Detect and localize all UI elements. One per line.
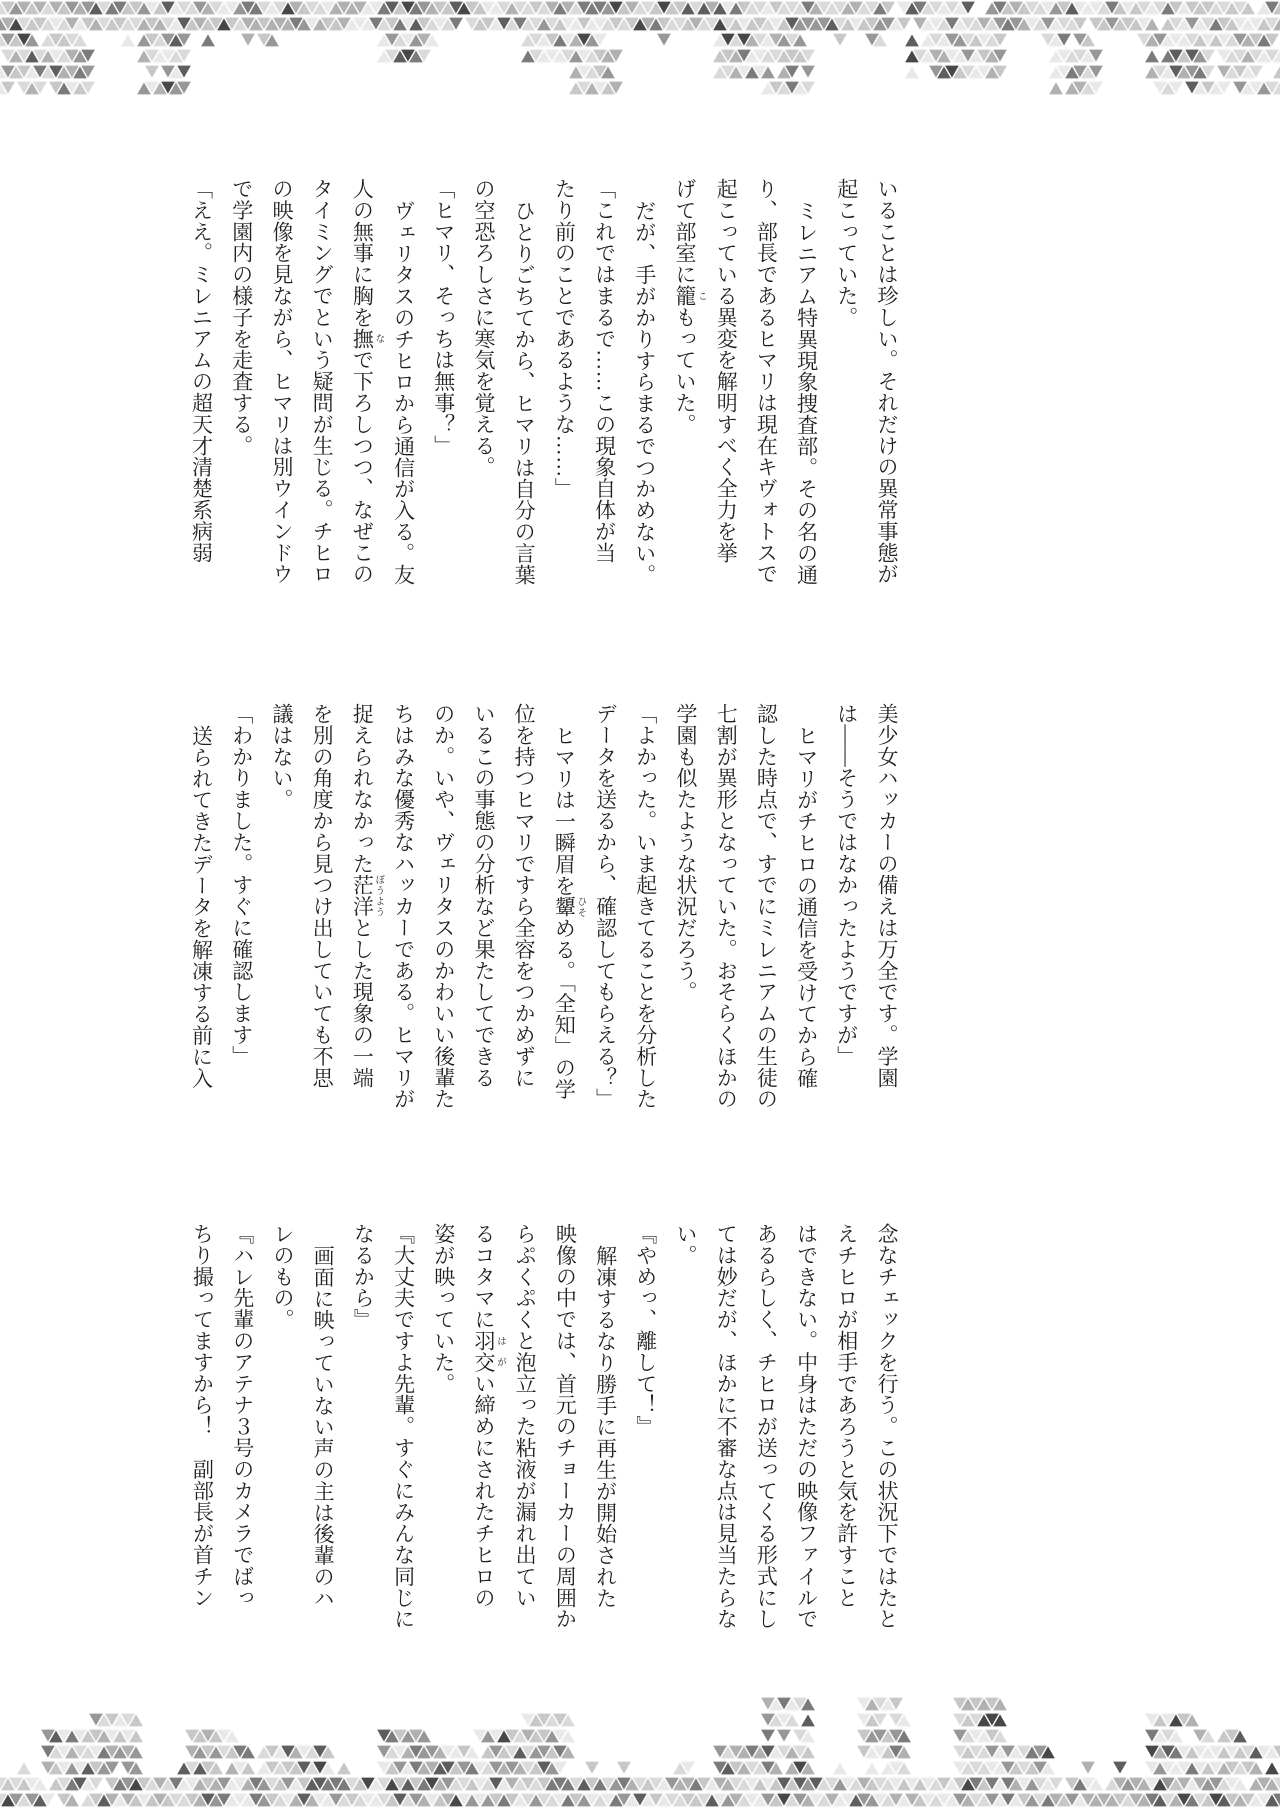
text-line: あるらしく、チヒロが送ってくる形式にし <box>754 1223 779 1630</box>
text-line: はできない。中身はただの映像ファイルで <box>794 1223 819 1630</box>
text-line: なるから』 <box>351 1223 376 1330</box>
text-line: 「ヒマリ、そっちは無事？」 <box>431 178 456 457</box>
text-line: ちり撮ってますから！ 副部長が首チン <box>190 1223 215 1609</box>
text-line: 『やめっ、離して！』 <box>633 1223 658 1437</box>
text-line: データを送るから、確認してもらえる？」 <box>593 703 618 1110</box>
triangle-mosaic-top-border <box>0 0 1280 128</box>
text-line: 認した時点で、すでにミレニアムの生徒の <box>754 703 779 1110</box>
text-line: は――そうではなかったようですが」 <box>834 703 859 1067</box>
text-line: 人の無事に胸を撫 なで下ろしつつ、なぜこの <box>350 178 384 585</box>
text-line: 『大丈夫ですよ先輩。すぐにみんな同じに <box>391 1223 416 1630</box>
text-line: ヒマリは一瞬眉を顰 ひそめる。「全知」の学 <box>552 724 586 1100</box>
furigana-ruby: 茫洋 ぼうよう <box>350 874 384 918</box>
text-line: 議はない。 <box>269 703 294 810</box>
text-line: 「わかりました。すぐに確認します」 <box>229 703 254 1067</box>
text-line: いるこの事態の分析など果たしてできる <box>471 703 496 1089</box>
text-block-2 <box>183 703 907 1115</box>
furigana-ruby: 顰 ひそ <box>552 895 586 918</box>
text-line: ミレニアム特異現象捜査部。その名の通 <box>794 199 819 585</box>
text-line: ヴェリタスのチヒロから通信が入る。友 <box>391 199 416 585</box>
text-line: 捉えられなかった茫洋 ぼうようとした現象の一端 <box>350 703 384 1089</box>
text-line: を別の角度から見つけ出していても不思 <box>310 703 335 1089</box>
text-line: ヒマリがチヒロの通信を受けてから確 <box>794 724 819 1089</box>
text-line: タイミングでという疑問が生じる。チヒロ <box>310 178 335 585</box>
text-line: 「これではまるで……この現象自体が当 <box>592 178 617 564</box>
text-line: 「ええ。ミレニアムの超天才清楚系病弱 <box>189 178 214 564</box>
text-line: レのもの。 <box>270 1223 295 1330</box>
furigana-ruby: 羽交 はが <box>471 1330 505 1373</box>
text-line: 起こっている異変を解明すべく全力を挙 <box>714 178 739 564</box>
text-line: 送られてきたデータを解凍する前に入 <box>189 724 214 1089</box>
text-line: ては妙だが、ほかに不審な点は見当たらな <box>714 1223 739 1630</box>
text-line: 姿が映っていた。 <box>431 1223 456 1395</box>
text-line: いることは珍しい。それだけの異常事態が <box>875 178 899 585</box>
text-line: 『ハレ先輩のアテナ３号のカメラでばっ <box>230 1223 255 1609</box>
text-line: り、部長であるヒマリは現在キヴォトスで <box>754 178 779 585</box>
text-line: げて部室に籠 こもっていた。 <box>672 178 706 435</box>
text-line: るコタマに羽交 はがい締めにされたチヒロの <box>471 1223 505 1609</box>
triangle-mosaic-bottom-border <box>0 1680 1280 1808</box>
text-line: 解凍するなり勝手に再生が開始された <box>593 1244 618 1609</box>
text-line: 画面に映っていない声の主は後輩のハ <box>311 1244 336 1609</box>
text-line: らぷくぷくと泡立った粘液が漏れ出てい <box>513 1223 538 1609</box>
text-line: 七割が異形となっていた。おそらくほかの <box>714 703 739 1110</box>
text-line: 起こっていた。 <box>834 178 859 328</box>
text-line: たり前のことであるような……」 <box>552 178 577 499</box>
text-line: 「よかった。いま起きてることを分析した <box>633 703 658 1110</box>
text-line: 学園も似たような状況だろう。 <box>673 703 698 1003</box>
text-line: で学園内の様子を走査する。 <box>229 178 254 457</box>
text-line: い。 <box>673 1223 698 1266</box>
text-block-3 <box>183 1223 907 1635</box>
text-line: の映像を見ながら、ヒマリは別ウインドウ <box>269 178 294 585</box>
text-line: 美少女ハッカーの備えは万全です。学園 <box>875 703 899 1089</box>
furigana-ruby: 籠 こ <box>672 285 706 307</box>
text-line: だが、手がかりすらまるでつかめない。 <box>632 199 657 585</box>
text-line: のか。いや、ヴェリタスのかわいい後輩た <box>431 703 456 1110</box>
text-line: 念なチェックを行う。この状況下ではたと <box>875 1223 899 1630</box>
text-line: えチヒロが相手であろうと気を許すこと <box>834 1223 859 1609</box>
text-line: の空恐ろしさに寒気を覚える。 <box>471 178 496 478</box>
text-block-1 <box>183 178 907 590</box>
text-line: ひとりごちてから、ヒマリは自分の言葉 <box>512 199 537 585</box>
furigana-ruby: 撫 な <box>350 327 384 350</box>
text-line: 映像の中では、首元のチョーカーの周囲か <box>553 1223 578 1630</box>
text-line: 位を持つヒマリですら全容をつかめずに <box>512 703 537 1089</box>
text-line: ちはみな優秀なハッカーである。ヒマリが <box>391 703 416 1110</box>
